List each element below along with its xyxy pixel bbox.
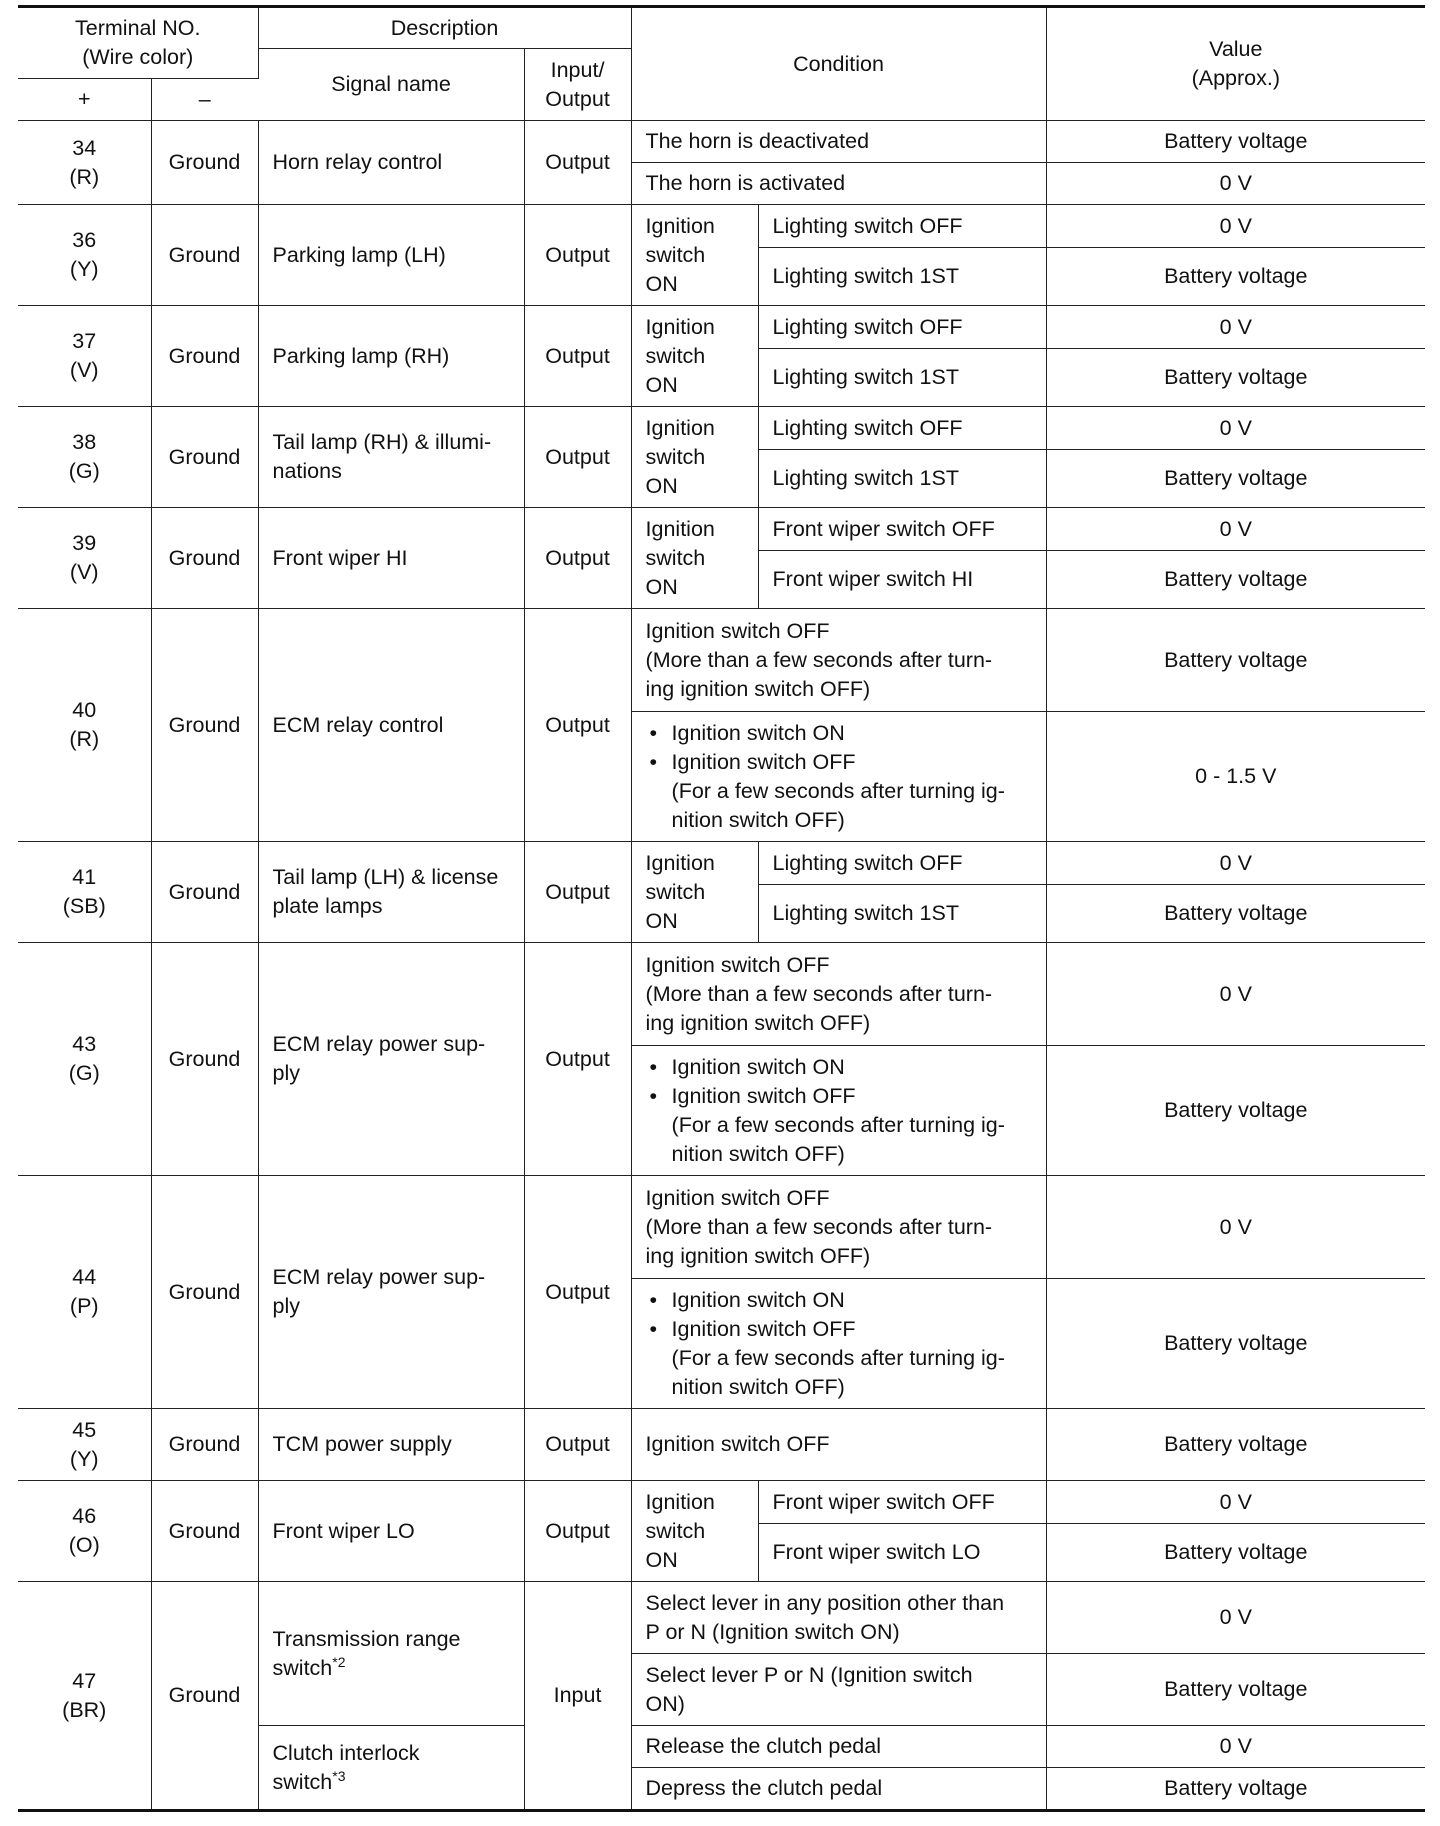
terminal-number: 46 (O)	[18, 1481, 151, 1582]
table-row	[18, 842, 1425, 885]
terminal-number: 43 (G)	[18, 943, 151, 1176]
value-cell: 0 V	[1046, 163, 1425, 205]
value-cell: Battery voltage	[1046, 609, 1425, 712]
io-cell: Output	[524, 1176, 631, 1409]
value-cell: 0 V	[1046, 1726, 1425, 1768]
io-cell: Output	[524, 306, 631, 407]
io-cell: Output	[524, 121, 631, 205]
value-cell: 0 V	[1046, 1176, 1425, 1279]
value-cell: 0 V	[1046, 508, 1425, 551]
bullet-item: • Ignition switch OFF	[646, 1082, 1032, 1111]
signal-name: Front wiper HI	[258, 508, 524, 609]
terminal-number: 41 (SB)	[18, 842, 151, 943]
ground-cell: Ground	[151, 1409, 258, 1481]
io-cell: Output	[524, 842, 631, 943]
ground-cell: Ground	[151, 508, 258, 609]
value-cell: 0 V	[1046, 1481, 1425, 1524]
value-cell: Battery voltage	[1046, 121, 1425, 163]
condition-cell: Select lever in any position other than P or N (Ignition switch ON)	[631, 1582, 1046, 1654]
signal-name: Front wiper LO	[258, 1481, 524, 1582]
terminal-number: 36 (Y)	[18, 205, 151, 306]
signal-name: TCM power supply	[258, 1409, 524, 1481]
header-terminal-no: Terminal NO. (Wire color)	[18, 7, 258, 79]
io-cell: Output	[524, 508, 631, 609]
table-row	[18, 943, 1425, 1046]
bullet-item: • Ignition switch OFF	[646, 748, 1032, 777]
ignition-switch-on-cell: Ignition switch ON	[631, 407, 758, 508]
condition-cell: Depress the clutch pedal	[631, 1768, 1046, 1811]
value-cell: 0 V	[1046, 1582, 1425, 1654]
table-row	[18, 205, 1425, 248]
value-cell: 0 V	[1046, 842, 1425, 885]
ground-cell: Ground	[151, 306, 258, 407]
header-minus: –	[151, 79, 258, 121]
value-cell: Battery voltage	[1046, 1768, 1425, 1811]
condition-cell: Lighting switch OFF	[758, 306, 1046, 349]
table-row	[18, 1481, 1425, 1524]
value-cell: Battery voltage	[1046, 551, 1425, 609]
header-value: Value (Approx.)	[1046, 7, 1425, 121]
value-cell: Battery voltage	[1046, 1046, 1425, 1176]
header-description: Description	[258, 7, 631, 49]
io-cell: Output	[524, 943, 631, 1176]
ignition-switch-on-cell: Ignition switch ON	[631, 508, 758, 609]
io-cell: Input	[524, 1582, 631, 1811]
condition-cell: Lighting switch 1ST	[758, 349, 1046, 407]
ground-cell: Ground	[151, 842, 258, 943]
table-row	[18, 1176, 1425, 1279]
terminal-table-container	[18, 5, 1425, 1812]
condition-cell: The horn is deactivated	[631, 121, 1046, 163]
value-cell: 0 V	[1046, 306, 1425, 349]
ignition-switch-on-cell: Ignition switch ON	[631, 842, 758, 943]
ground-cell: Ground	[151, 1176, 258, 1409]
ground-cell: Ground	[151, 1582, 258, 1811]
value-cell: Battery voltage	[1046, 1654, 1425, 1726]
signal-name: ECM relay power sup- ply	[258, 1176, 524, 1409]
ignition-switch-on-cell: Ignition switch ON	[631, 205, 758, 306]
io-cell: Output	[524, 407, 631, 508]
condition-cell: Front wiper switch OFF	[758, 508, 1046, 551]
ground-cell: Ground	[151, 1481, 258, 1582]
signal-name: Parking lamp (LH)	[258, 205, 524, 306]
header-plus: +	[18, 79, 151, 121]
condition-cell: Lighting switch OFF	[758, 205, 1046, 248]
terminal-number: 39 (V)	[18, 508, 151, 609]
condition-cell: Lighting switch OFF	[758, 407, 1046, 450]
value-cell: Battery voltage	[1046, 450, 1425, 508]
signal-name: ECM relay power sup- ply	[258, 943, 524, 1176]
terminal-number: 44 (P)	[18, 1176, 151, 1409]
condition-cell: Release the clutch pedal	[631, 1726, 1046, 1768]
value-cell: Battery voltage	[1046, 349, 1425, 407]
condition-cell: • Ignition switch ON • Ignition switch OFF (For a few seconds after turning ig- nition switch OFF)	[631, 712, 1046, 842]
bullet-item: • Ignition switch ON	[646, 1053, 1032, 1082]
value-cell: Battery voltage	[1046, 885, 1425, 943]
terminal-number: 40 (R)	[18, 609, 151, 842]
condition-cell: Front wiper switch LO	[758, 1524, 1046, 1582]
ground-cell: Ground	[151, 121, 258, 205]
terminal-number: 34 (R)	[18, 121, 151, 205]
table-row	[18, 609, 1425, 712]
condition-cell: • Ignition switch ON • Ignition switch OFF (For a few seconds after turning ig- nition switch OFF)	[631, 1046, 1046, 1176]
value-cell: Battery voltage	[1046, 1279, 1425, 1409]
condition-cell: Select lever P or N (Ignition switch ON)	[631, 1654, 1046, 1726]
header-condition: Condition	[631, 7, 1046, 121]
terminal-number: 38 (G)	[18, 407, 151, 508]
condition-cell: Lighting switch OFF	[758, 842, 1046, 885]
condition-cell: Lighting switch 1ST	[758, 885, 1046, 943]
table-row	[18, 306, 1425, 349]
ground-cell: Ground	[151, 205, 258, 306]
ground-cell: Ground	[151, 943, 258, 1176]
table-row	[18, 1409, 1425, 1481]
value-cell: Battery voltage	[1046, 1409, 1425, 1481]
io-cell: Output	[524, 1481, 631, 1582]
bullet-item: • Ignition switch ON	[646, 719, 1032, 748]
condition-cell: • Ignition switch ON • Ignition switch OFF (For a few seconds after turning ig- nition switch OFF)	[631, 1279, 1046, 1409]
condition-cell: Lighting switch 1ST	[758, 248, 1046, 306]
signal-name: Horn relay control	[258, 121, 524, 205]
condition-cell: Front wiper switch OFF	[758, 1481, 1046, 1524]
value-cell: 0 V	[1046, 205, 1425, 248]
table-row	[18, 121, 1425, 163]
table-row	[18, 508, 1425, 551]
terminal-number: 37 (V)	[18, 306, 151, 407]
ignition-switch-on-cell: Ignition switch ON	[631, 306, 758, 407]
condition-cell: Ignition switch OFF (More than a few seconds after turn- ing ignition switch OFF)	[631, 943, 1046, 1046]
ground-cell: Ground	[151, 609, 258, 842]
condition-cell: Ignition switch OFF	[631, 1409, 1046, 1481]
condition-cell: Ignition switch OFF (More than a few seconds after turn- ing ignition switch OFF)	[631, 609, 1046, 712]
header-input-output: Input/ Output	[524, 49, 631, 121]
value-cell: Battery voltage	[1046, 248, 1425, 306]
table-row	[18, 407, 1425, 450]
signal-name: Parking lamp (RH)	[258, 306, 524, 407]
value-cell: 0 - 1.5 V	[1046, 712, 1425, 842]
io-cell: Output	[524, 205, 631, 306]
value-cell: Battery voltage	[1046, 1524, 1425, 1582]
bullet-item: • Ignition switch ON	[646, 1286, 1032, 1315]
condition-cell: Ignition switch OFF (More than a few seconds after turn- ing ignition switch OFF)	[631, 1176, 1046, 1279]
signal-name: Clutch interlock switch$^{*3}$	[258, 1726, 524, 1811]
io-cell: Output	[524, 1409, 631, 1481]
condition-cell: Front wiper switch HI	[758, 551, 1046, 609]
signal-name: Transmission range switch$^{*2}$	[258, 1582, 524, 1726]
value-cell: 0 V	[1046, 407, 1425, 450]
terminal-table	[18, 5, 1425, 1812]
ignition-switch-on-cell: Ignition switch ON	[631, 1481, 758, 1582]
table-row	[18, 1582, 1425, 1654]
terminal-number: 45 (Y)	[18, 1409, 151, 1481]
terminal-number: 47 (BR)	[18, 1582, 151, 1811]
signal-name: Tail lamp (RH) & illumi- nations	[258, 407, 524, 508]
value-cell: 0 V	[1046, 943, 1425, 1046]
condition-cell: The horn is activated	[631, 163, 1046, 205]
ground-cell: Ground	[151, 407, 258, 508]
header-signal-name: Signal name	[258, 49, 524, 121]
signal-name: ECM relay control	[258, 609, 524, 842]
bullet-item: • Ignition switch OFF	[646, 1315, 1032, 1344]
io-cell: Output	[524, 609, 631, 842]
signal-name: Tail lamp (LH) & license plate lamps	[258, 842, 524, 943]
condition-cell: Lighting switch 1ST	[758, 450, 1046, 508]
